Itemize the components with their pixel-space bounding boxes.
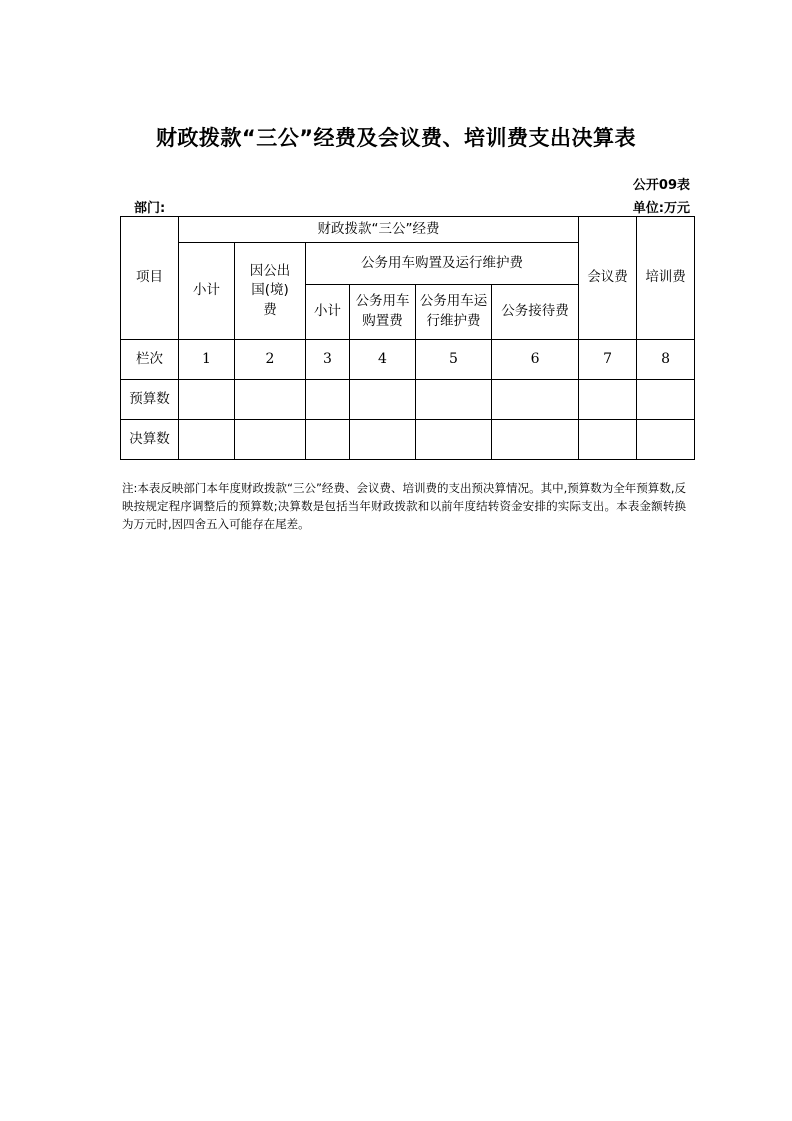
table-cell xyxy=(637,380,695,420)
table-cell: 3 xyxy=(306,340,350,380)
header-car-operation: 公务用车运行维护费 xyxy=(416,285,492,340)
row-label: 栏次 xyxy=(121,340,179,380)
table-cell xyxy=(179,380,235,420)
table-cell xyxy=(579,380,637,420)
form-number: 公开09表 xyxy=(632,178,690,193)
unit-label: 单位:万元 xyxy=(632,201,690,216)
page-title: 财政拨款“三公”经费及会议费、培训费支出决算表 xyxy=(155,126,637,150)
header-training: 培训费 xyxy=(637,217,695,340)
table-cell: 8 xyxy=(637,340,695,380)
table-cell: 4 xyxy=(350,340,416,380)
table-cell xyxy=(637,420,695,460)
table-cell xyxy=(350,420,416,460)
table-cell xyxy=(350,380,416,420)
expenditure-table xyxy=(120,216,695,460)
row-label: 预算数 xyxy=(121,380,179,420)
footnote: 注:本表反映部门本年度财政拨款“三公”经费、会议费、培训费的支出预决算情况。其中,预算数为全年预算数,反映按规定程序调整后的预算数;决算数是包括当年财政拨款和以前年度结转资金安排的实际支出。本表金额转换为万元时,因四舍五入可能存在尾差。 xyxy=(122,481,686,531)
header-meeting: 会议费 xyxy=(579,217,637,340)
table-row xyxy=(121,420,695,460)
header-subtotal: 小计 xyxy=(179,243,235,340)
table-row xyxy=(121,380,695,420)
table-cell xyxy=(492,380,579,420)
table-cell xyxy=(235,420,306,460)
table-cell xyxy=(235,380,306,420)
header-car-group: 公务用车购置及运行维护费 xyxy=(306,243,579,285)
table-cell: 5 xyxy=(416,340,492,380)
table-cell xyxy=(416,420,492,460)
table-cell xyxy=(306,420,350,460)
table-cell: 1 xyxy=(179,340,235,380)
header-car-purchase: 公务用车购置费 xyxy=(350,285,416,340)
table-cell xyxy=(306,380,350,420)
header-sangong-group: 财政拨款“三公”经费 xyxy=(179,217,579,243)
table-cell: 7 xyxy=(579,340,637,380)
table-cell xyxy=(416,380,492,420)
department-label: 部门: xyxy=(134,201,166,216)
header-car-subtotal: 小计 xyxy=(306,285,350,340)
header-item: 项目 xyxy=(121,217,179,340)
table-cell xyxy=(579,420,637,460)
header-reception: 公务接待费 xyxy=(492,285,579,340)
table-cell xyxy=(179,420,235,460)
row-label: 决算数 xyxy=(121,420,179,460)
table-row xyxy=(121,340,695,380)
table-cell: 6 xyxy=(492,340,579,380)
header-abroad: 因公出国(境)费 xyxy=(235,243,306,340)
table-cell xyxy=(492,420,579,460)
table-cell: 2 xyxy=(235,340,306,380)
